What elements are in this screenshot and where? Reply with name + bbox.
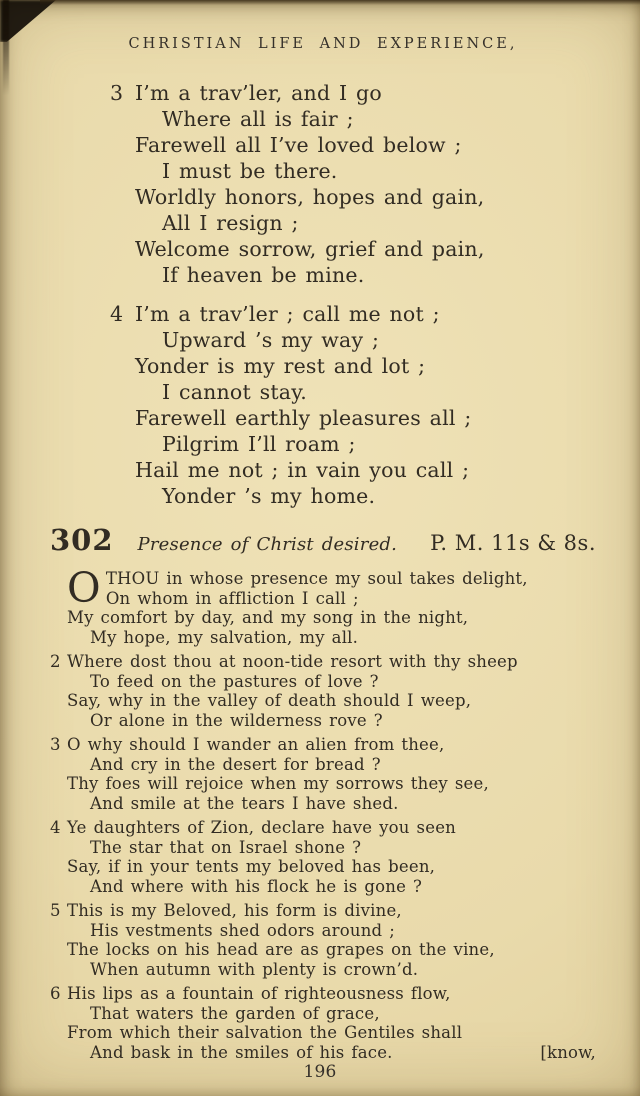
verse-line — [110, 80, 596, 106]
verse-line — [50, 652, 596, 672]
verse-line — [50, 877, 596, 897]
verse-line-text: And smile at the tears I have shed. — [90, 793, 399, 813]
verse-line-text: Welcome sorrow, grief and pain, — [135, 237, 485, 261]
verse — [50, 735, 596, 813]
verse-line-text: I’m a trav’ler ; call me not ; — [135, 302, 440, 326]
verse-line-text: Yonder is my rest and lot ; — [135, 354, 426, 378]
verse-line-text: I must be there. — [162, 159, 338, 183]
verse-line — [50, 818, 596, 838]
verse-line — [50, 691, 596, 711]
verse-line — [135, 184, 596, 210]
verse-line-text: That waters the garden of grace, — [90, 1003, 380, 1023]
verse-line-text: Ye daughters of Zion, declare have you seen — [67, 818, 456, 837]
hymn-number: 302 — [50, 523, 114, 557]
verse-line: THOU in whose presence my soul takes delight, — [105, 569, 528, 588]
drop-cap-letter: O — [67, 564, 101, 612]
verse-number: 6 — [50, 984, 61, 1003]
verse-line-text: Worldly honors, hopes and gain, — [135, 185, 485, 209]
verse-line-text: Say, why in the valley of death should I weep, — [67, 691, 472, 710]
hymn-heading — [50, 522, 596, 563]
verse-line — [50, 794, 596, 814]
verse-line-text: This is my Beloved, his form is divine, — [67, 901, 402, 920]
verse-line-text: Where all is fair ; — [162, 107, 354, 131]
verse-line — [135, 262, 596, 288]
verse-line — [50, 857, 596, 877]
verse-line-text: His vestments shed odors around ; — [90, 920, 396, 940]
verse-line — [50, 774, 596, 794]
verse-line — [50, 735, 596, 755]
verse-line-text: Where dost thou at noon-tide resort with thy sheep — [67, 652, 518, 671]
verse-line-text: And bask in the smiles of his face. — [90, 1042, 393, 1062]
verse — [110, 301, 596, 509]
verse-line-text: When autumn with plenty is crown’d. — [90, 959, 419, 979]
hymn-meter: P. M. 11s & 8s. — [430, 531, 596, 555]
verse-line — [135, 405, 596, 431]
verse-line: My hope, my salvation, my all. — [90, 627, 359, 647]
verse-line — [135, 353, 596, 379]
verse-line — [50, 940, 596, 960]
verse-line — [135, 106, 596, 132]
hymn-302-body — [50, 564, 596, 1062]
verse-number: 3 — [110, 81, 124, 105]
verse-number: 2 — [50, 652, 61, 671]
verse-line — [50, 984, 596, 1004]
verse-line-text: I’m a trav’ler, and I go — [135, 81, 382, 105]
verse-line — [50, 1043, 596, 1063]
verse — [50, 984, 596, 1062]
verse-line — [135, 457, 596, 483]
hymn-302-first-verse — [50, 564, 596, 647]
verse-line-text: Or alone in the wilderness rove ? — [90, 710, 383, 730]
verse-line-text: Upward ’s my way ; — [162, 328, 380, 352]
verse-line — [135, 483, 596, 509]
verse-line — [50, 921, 596, 941]
verse-line — [50, 901, 596, 921]
verse-number: 4 — [110, 302, 124, 326]
verse-line-text: The star that on Israel shone ? — [90, 837, 362, 857]
verse-line — [135, 327, 596, 353]
verse-line-text: From which their salvation the Gentiles shall — [67, 1023, 463, 1042]
verse-line-text: Farewell earthly pleasures all ; — [135, 406, 472, 430]
verse-line-text: If heaven be mine. — [162, 263, 365, 287]
verse-line-text: Say, if in your tents my beloved has been, — [67, 857, 436, 876]
verse-number: 4 — [50, 818, 61, 837]
verse-line-text: All I resign ; — [162, 211, 299, 235]
hymn-title: Presence of Christ desired. — [137, 534, 398, 555]
verse-number: 5 — [50, 901, 61, 920]
verse — [50, 901, 596, 979]
page-number: 196 — [303, 1062, 337, 1082]
verse-line — [50, 960, 596, 980]
verse-line-text: Pilgrim I’ll roam ; — [162, 432, 356, 456]
verse-line-text: Thy foes will rejoice when my sorrows they see, — [67, 774, 489, 793]
verse-line-text: And where with his flock he is gone ? — [90, 876, 423, 896]
verse-line — [50, 672, 596, 692]
verse-line — [135, 379, 596, 405]
verse-line — [50, 711, 596, 731]
verse-line-text: The locks on his head are as grapes on the vine, — [67, 940, 495, 959]
hymn-continuation-verses — [110, 80, 596, 509]
hymn-302-numbered-verses — [50, 652, 596, 1062]
verse-line — [50, 755, 596, 775]
verse-line — [135, 132, 596, 158]
verse-line — [50, 1023, 596, 1043]
verse-line-text: To feed on the pastures of love ? — [90, 671, 379, 691]
verse-line — [135, 236, 596, 262]
verse-line — [135, 210, 596, 236]
verse-number: 3 — [50, 735, 61, 754]
catchword: [know, — [540, 1042, 596, 1062]
verse-line: On whom in affliction I call ; — [105, 588, 359, 608]
verse-line-text: His lips as a fountain of righteousness flow, — [67, 984, 451, 1003]
verse-line-text: I cannot stay. — [162, 380, 307, 404]
verse — [50, 818, 596, 896]
verse-line-text: Farewell all I’ve loved below ; — [135, 133, 462, 157]
verse — [50, 652, 596, 730]
running-header: CHRISTIAN LIFE AND EXPERIENCE, — [128, 36, 518, 52]
verse-line — [50, 838, 596, 858]
verse-line — [135, 431, 596, 457]
verse-line-text: And cry in the desert for bread ? — [90, 754, 381, 774]
verse-line: My comfort by day, and my song in the night, — [67, 608, 469, 627]
verse-line — [50, 1004, 596, 1024]
verse — [110, 80, 596, 288]
verse-line — [110, 301, 596, 327]
verse-line-text: O why should I wander an alien from thee, — [67, 735, 445, 754]
verse-line-text: Yonder ’s my home. — [162, 484, 376, 508]
verse-line — [135, 158, 596, 184]
verse-line-text: Hail me not ; in vain you call ; — [135, 458, 470, 482]
